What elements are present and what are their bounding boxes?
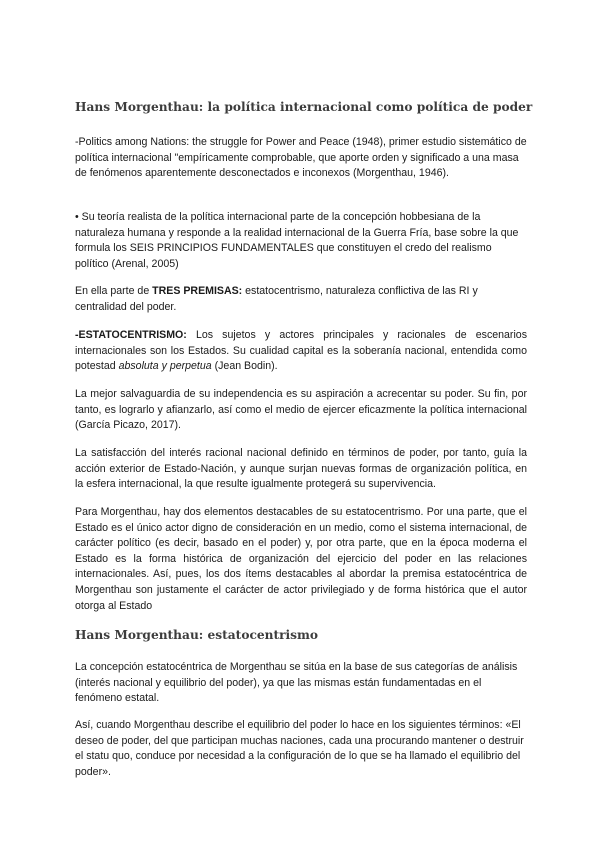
paragraph-teoria-realista: • Su teoría realista de la política internacional parte de la concepción hobbesiana de la naturaleza humana y responde a la realidad internacional de la Guerra Fría, base sobre la que formula los SEIS PRINCIPIOS FUNDAMENTALES que constituyen el credo del realismo político (Arenal, 2005) [75,211,519,270]
section-title-poder: Hans Morgenthau: la política internacional como política de poder [75,100,533,114]
paragraph-politics-among-nations: -Politics among Nations: the struggle for Power and Peace (1948), primer estudio sistemático de política internacional "empíricamente comprobable, que aporte orden y significado a una masa de fenómenos aparentemente desconectados e inconexos (Morgenthau, 1946). [75,136,527,180]
paragraph-equilibrio-poder: Así, cuando Morgenthau describe el equilibrio del poder lo hace en los siguientes términos: «El deseo de poder, del que participan muchas naciones, cada una procurando mantener o destruir el statu quo, conduce por necesidad a la configuración de lo que se ha llamado el equilibrio del poder». [75,719,524,778]
estatocentrismo-italic: absoluta y perpetua [118,360,212,373]
paragraph-interes-nacional: La satisfacción del interés racional nacional definido en términos de poder, por tanto, guía la acción exterior de Estado-Nación, y aunque surjan nuevas formas de organización política, en la esfera internacional, la que resulte igualmente protegerá su supervivencia. [75,447,527,491]
paragraph-concepcion-estatocentrica: La concepción estatocéntrica de Morgenthau se sitúa en la base de sus categorías de análisis (interés nacional y equilibrio del poder), ya que las mismas están fundamentadas en el fenómeno estatal. [75,661,518,705]
premisas-prefix: En ella parte de [75,285,153,297]
paragraph-salvaguardia: La mejor salvaguardia de su independencia es su aspiración a acrecentar su poder. Su fin, por tanto, es lograrlo y afianzarlo, así como el medio de ejercer eficazmente la política internacional (García Picazo, 2017). [75,388,527,432]
estatocentrismo-end: (Jean Bodin). [211,360,278,373]
estatocentrismo-text: Los sujetos y actores principales y racionales de escenarios internacionales son los Estados. Su cualidad capital es la soberanía nacional, entendida como potestad [75,329,527,373]
section-title-estatocentrismo: Hans Morgenthau: estatocentrismo [75,628,319,642]
premisas-bold: TRES PREMISAS: [152,285,243,297]
estatocentrismo-bold: -ESTATOCENTRISMO: [75,329,187,341]
paragraph-estatocentrismo [75,328,527,375]
paragraph-tres-premisas [75,284,495,315]
premisas-rest: estatocentrismo, naturaleza conflictiva de las RI y centralidad del poder. [75,285,478,313]
paragraph-dos-elementos: Para Morgenthau, hay dos elementos destacables de su estatocentrismo. Por una parte, que el Estado es el único actor digno de consideración en un medio, como el sistema internacional, de carácter político (es decir, basado en el poder) y, por otra parte, que en la época moderna el Estado es la forma histórica de organización del ejercicio del poder en las relaciones internacionales. Así, pues, los dos ítems destacables al abordar la premisa estatocéntrica de Morgenthau son justamente el carácter de actor privilegiado y de forma histórica que el autor otorga al Estado [75,506,527,612]
